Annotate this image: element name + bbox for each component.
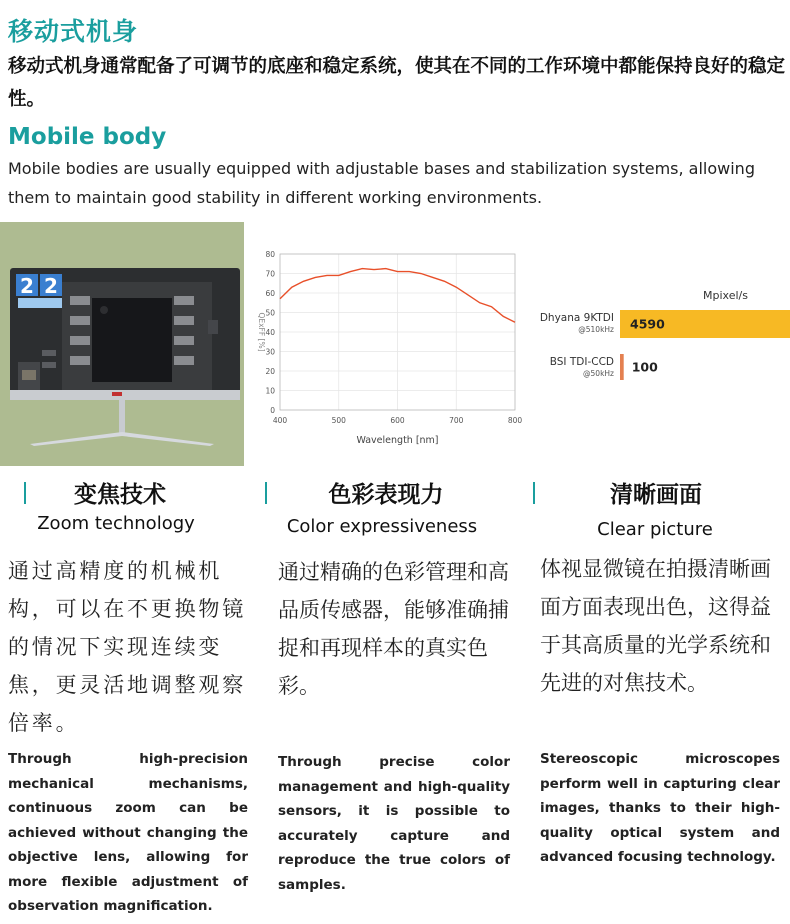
- y-tick-label: 30: [265, 347, 275, 357]
- section-intro-cn: 移动式机身通常配备了可调节的底座和稳定系统，使其在不同的工作环境中都能保持良好的稳定性。: [8, 56, 786, 110]
- bar-category-sublabel: @50kHz: [583, 369, 614, 378]
- feature-body-cn: 体视显微镜在拍摄清晰画面方面表现出色，这得益于其高质量的光学系统和先进的对焦技术。: [540, 557, 771, 695]
- chip-label: 2: [20, 274, 34, 298]
- x-axis-label: Wavelength [nm]: [356, 435, 439, 446]
- y-tick-label: 50: [265, 308, 275, 318]
- qe-curve-chart: [257, 244, 523, 450]
- y-tick-label: 10: [265, 386, 275, 396]
- x-tick-label: 700: [449, 416, 464, 425]
- section-title-en: Mobile body: [8, 124, 167, 150]
- x-tick-label: 600: [390, 416, 405, 425]
- bar: [620, 354, 624, 380]
- y-tick-label: 80: [265, 250, 275, 259]
- y-axis-label: QExFF [%]: [257, 312, 266, 352]
- y-tick-label: 70: [265, 269, 275, 279]
- bar-category-label: Dhyana 9KTDI: [539, 312, 614, 324]
- y-tick-label: 0: [270, 406, 275, 415]
- feature-body-en: Through high-precision mechanical mechanisms, continuous zoom can be achieved without changing the objective lens, allowing for more flexible adjustment of observation magnification.: [8, 751, 248, 914]
- x-tick-label: 500: [331, 416, 346, 425]
- feature-title-en: Zoom technology: [37, 513, 195, 534]
- chip-label: 2: [44, 274, 58, 298]
- bar-category-sublabel: @510kHz: [578, 325, 614, 334]
- bar-category-label: BSI TDI-CCD: [549, 356, 614, 368]
- y-tick-label: 60: [265, 289, 275, 298]
- feature-body-cn: 通过精确的色彩管理和高品质传感器，能够准确捕捉和再现样本的真实色彩。: [278, 560, 509, 698]
- feature-divider: [24, 482, 26, 504]
- x-tick-label: 800: [507, 416, 523, 425]
- feature-title-en: Color expressiveness: [286, 516, 478, 537]
- section-title-cn: 移动式机身: [8, 17, 139, 46]
- feature-title-en: Clear picture: [597, 519, 713, 540]
- x-tick-label: 400: [272, 416, 288, 425]
- feature-body-cn: 通过高精度的机械机构，可以在不更换物镜的情况下实现连续变焦，更灵活地调整观察倍率。: [8, 559, 246, 735]
- product-photo: [0, 222, 244, 466]
- y-tick-label: 40: [265, 328, 275, 337]
- feature-divider: [533, 482, 535, 504]
- feature-title-cn: 色彩表现力: [328, 482, 444, 508]
- bar-chart-title: Mpixel/s: [703, 289, 748, 302]
- feature-body-en: Stereoscopic microscopes perform well in capturing clear images, thanks to their high-quality optical system and advanced focusing technology.: [540, 751, 780, 865]
- section-intro-en: Mobile bodies are usually equipped with adjustable bases and stabilization systems, allowing them to maintain good stability in different working environments.: [8, 159, 755, 207]
- y-tick-label: 20: [265, 367, 275, 376]
- throughput-bar-chart: [524, 262, 790, 392]
- feature-title-cn: 变焦技术: [74, 482, 166, 508]
- feature-divider: [265, 482, 267, 504]
- feature-title-cn: 清晰画面: [610, 482, 702, 508]
- bar-value-label: 100: [631, 359, 658, 375]
- feature-body-en: Through precise color management and high-quality sensors, it is possible to accurately capture and reproduce the true colors of samples.: [278, 754, 510, 893]
- bar-value-label: 4590: [630, 316, 665, 332]
